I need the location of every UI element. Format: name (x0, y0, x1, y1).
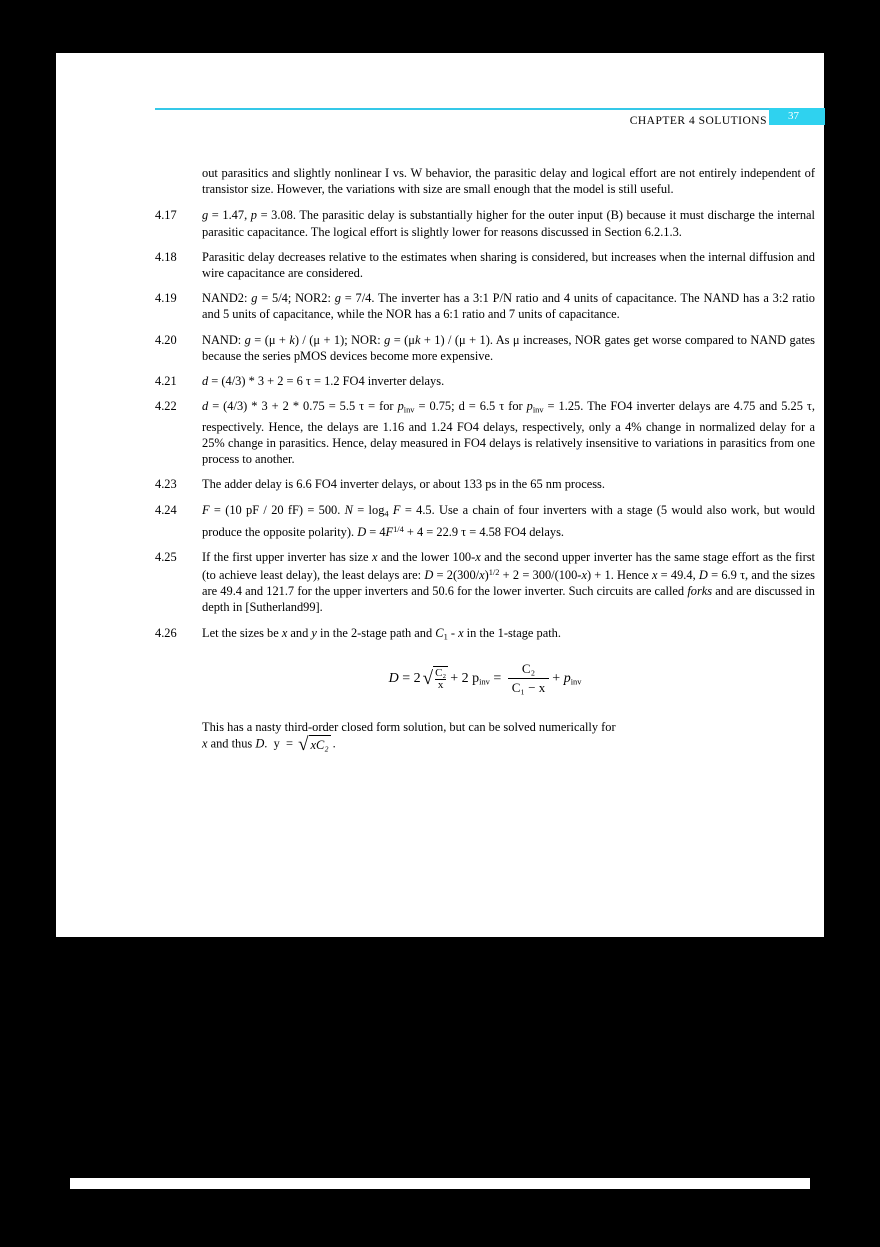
solution-item-4-25 (155, 549, 815, 616)
item-text: The adder delay is 6.6 FO4 inverter delays, or about 133 ps in the 65 nm process. (202, 477, 605, 492)
page-body (155, 165, 815, 754)
item-number: 4.17 (155, 208, 177, 223)
item-number: 4.25 (155, 550, 177, 565)
rhs-numerator: C₂ (521, 661, 536, 677)
item-number: 4.21 (155, 374, 177, 389)
solution-item-4-18 (155, 249, 815, 281)
equation-rhs-term2-sub: inv (570, 677, 582, 687)
solution-item-4-20 (155, 332, 815, 364)
radicand-2 (309, 735, 331, 753)
closing-period: . (332, 736, 336, 751)
radicand-2-text: xC₂ (310, 738, 329, 753)
equation-term2-sub: inv (479, 677, 490, 687)
page-number: 37 (788, 110, 799, 122)
item-text: NAND2: g = 5/4; NOR2: g = 7/4. The inverter has a 3:1 P/N ratio and 4 units of capacitance. The NAND has a 3:2 ratio and 5 units of capacitance, while the NOR has a 6:1 ratio and 7 units of capacitance. (202, 291, 815, 322)
equation-block (155, 661, 815, 696)
solution-item-4-22 (155, 398, 815, 467)
item-text: F = (10 pF / 20 fF) = 500. $N = \log_4 F = 4.5$. Use a chain of four inverters with a stage (5 would also work, but would produce the opposite polarity). $D = 4F^{1/4} + 4 = 22.9$ τ = 4.58 FO4 delays. (202, 502, 815, 539)
closing-formula-lhs: y = (273, 736, 293, 751)
chapter-title: CHAPTER 4 SOLUTIONS (629, 115, 767, 127)
document-page (56, 53, 824, 937)
equation-expression (389, 661, 582, 696)
equation-term2: 2 p (461, 671, 480, 687)
item-text: If the first upper inverter has size x and the lower 100-x and the second upper inverter has the same stage effort as the first (to achieve least delay), the least delays are: $D = 2(300/x)^{1/2} + 2 = 300/(100-x) + 1$. Hence x = 49.4, D = 6.9 τ, and the sizes are 49.4 and 121.7 for the upper inverters and 50.6 for the lower inverter. Such circuits are called forks and are discussed in depth in [Sutherland99]. (202, 550, 816, 615)
item-text: Let the sizes be x and y in the 2-stage path and $C_1$ - x in the 1-stage path. (202, 625, 561, 642)
square-root-icon (423, 666, 449, 691)
item-number: 4.24 (155, 502, 177, 517)
equation-term1-coeff: 2 (413, 671, 421, 687)
radicand-numerator: C₂ (435, 667, 447, 680)
equation-rhs-fraction (508, 661, 550, 696)
radical-sign: √ (422, 668, 434, 690)
item-text: d = (4/3) * 3 + 2 * 0.75 = 5.5 τ = for $p_{inv} = 0.75$; d = 6.5 τ for $p_{inv} = 1.25$. The FO4 inverter delays are 4.75 and 5.25 τ, respectively. Hence, the delays are 1.16 and 1.24 FO4 delays, respectively, only a 4% change in normalized delay for a 25% change in parasitics. Hence, delay measured in FO4 delays is relatively insensitive to variations in parasitics from one process to another. (202, 399, 815, 467)
closing-text-d: D (255, 736, 265, 751)
header-rule (155, 108, 825, 110)
radicand-denominator: x (435, 679, 446, 691)
rhs-denominator: C₁ − x (508, 678, 550, 696)
equation-equals: = (402, 671, 411, 687)
solution-item-4-23 (155, 476, 815, 492)
solution-item-4-24 (155, 502, 815, 541)
square-root-icon-2 (298, 735, 331, 754)
item-text: d = (4/3) * 3 + 2 = 6 τ = 1.2 FO4 inverter delays. (202, 374, 445, 389)
page-header (155, 108, 825, 138)
solution-item-4-21 (155, 373, 815, 389)
radical-sign-2: √ (298, 733, 309, 755)
equation-plus-2: + (552, 671, 564, 687)
item-number: 4.20 (155, 332, 177, 347)
item-number: 4.26 (155, 625, 177, 640)
item-number: 4.22 (155, 399, 177, 414)
equation-equals-2: = (493, 671, 502, 687)
item-number: 4.19 (155, 291, 177, 306)
page-bottom-strip (70, 1178, 810, 1189)
equation-plus-1: + (450, 671, 462, 687)
radicand-fraction (435, 668, 446, 691)
continued-paragraph (155, 165, 815, 197)
solution-item-4-26 (155, 625, 815, 646)
solution-item-4-17 (155, 207, 815, 239)
radicand (433, 666, 448, 691)
equation-rhs-term2: p (563, 671, 571, 687)
closing-text-b: x (202, 736, 208, 751)
item-text: g = 1.47, p = 3.08. The parasitic delay is substantially higher for the outer input (B) because it must discharge the internal parasitic capacitance. The logical effort is slightly lower for reasons discussed in Section 6.2.1.3. (202, 208, 816, 239)
closing-paragraph: This has a nasty third-order closed form solution, but can be solved numerically for x and thus D. y = √ xC₂ . (202, 719, 616, 755)
item-text: NAND: g = (μ + k) / (μ + 1); NOR: g = (μk + 1) / (μ + 1). As μ increases, NOR gates get worse compared to NAND gates because the series pMOS devices become more expensive. (202, 332, 816, 363)
equation-lhs: D (388, 671, 399, 687)
solution-item-4-19 (155, 290, 815, 322)
continued-paragraph-text: out parasitics and slightly nonlinear I vs. W behavior, the parasitic delay and logical effort are not entirely independent of transistor size. However, the variations with size are small enough that the model is still useful. (202, 166, 815, 197)
item-number: 4.23 (155, 477, 177, 492)
item-text: Parasitic delay decreases relative to the estimates when sharing is considered, but increases when the internal diffusion and wire capacitance are considered. (202, 249, 815, 281)
closing-text-a: This has a nasty third-order closed form solution, but can be solved numerically for (202, 719, 616, 734)
item-number: 4.18 (155, 249, 177, 264)
